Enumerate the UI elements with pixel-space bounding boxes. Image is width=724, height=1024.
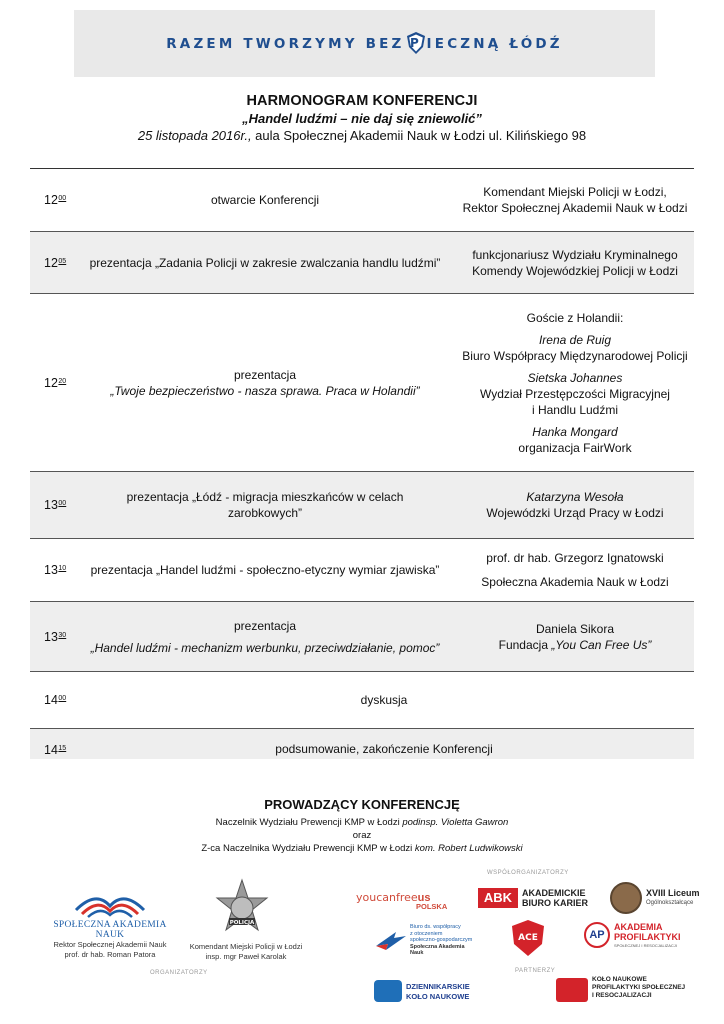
session-speaker: Komendant Miejski Policji w Łodzi, Rektor Społecznej Akademii Nauk w Łodzi [462, 185, 688, 215]
ace-logo [510, 918, 546, 958]
san-name: SPOŁECZNA AKADEMIA NAUK [53, 920, 167, 940]
conference-venue: aula Społecznej Akademii Nauk w Łodzi ul. Kilińskiego 98 [251, 128, 587, 143]
liceum-logo: XVIII Liceum Ogólnokształcące [610, 882, 700, 916]
schedule-row [30, 539, 694, 602]
kolo-naukowe-profilaktyki-logo: KOŁO NAUKOWE PROFILAKTYKI SPOŁECZNEJ I RESOCJALIZACJI [556, 976, 706, 1006]
schedule-row [30, 729, 694, 759]
time-slot: $14^{15}$ [44, 743, 67, 757]
schedule-row [30, 294, 694, 472]
people-icon [556, 978, 588, 1002]
moderators-section [0, 797, 724, 855]
ace-shield-icon [510, 918, 546, 958]
biuro-wspolpracy-logo: Biuro ds. współpracy z otoczeniem społeczno-gospodarczym Społeczna Akademia Nauk [374, 922, 478, 956]
time-slot: $12^{00}$ [44, 193, 67, 207]
session-guests [456, 304, 694, 462]
coorganizers-label: WSPÓŁORGANIZATORZY [487, 870, 569, 876]
conference-date: 25 listopada 2016r., [137, 128, 252, 143]
schedule-row [30, 232, 694, 294]
youcanfreeus-logo: youcanfreeus POLSKA [356, 891, 448, 911]
police-star-icon [212, 878, 272, 938]
moderators-conjunction: oraz [352, 830, 372, 841]
session-topic: prezentacja „Łódź - migracja mieszkańców w celach zarobkowych” [126, 490, 404, 520]
akademia-profilaktyki-logo: AP AKADEMIA PROFILAKTYKI SPOŁECZNEJ I RESOCJALIZACJI [584, 922, 700, 952]
session-speaker: prof. dr hab. Grzegorz Ignatowski Społeczna Akademia Nauk w Łodzi [481, 551, 669, 589]
time-slot: $12^{20}$ [44, 375, 67, 390]
session-speaker: Katarzyna Wesoła Wojewódzki Urząd Pracy w Łodzi [486, 490, 664, 520]
moderators-title: PROWADZĄCY KONFERENCJĘ [264, 797, 460, 812]
sponsor-logos [0, 870, 724, 1024]
organizers-label: ORGANIZATORZY [150, 970, 208, 976]
police-badge-logo [212, 878, 272, 938]
moderator-1: Naczelnik Wydziału Prewencji KMP w Łodzi podinsp. Violetta Gawron [215, 817, 509, 828]
police-shield-icon [406, 31, 426, 55]
san-logo [40, 886, 180, 940]
svg-text:P: P [409, 35, 422, 50]
guest-entry: Irena de Ruig Biuro Współpracy Międzynarodowej Policji [462, 332, 688, 363]
san-caption: Rektor Społecznej Akademii Nauk prof. dr hab. Roman Patora [53, 940, 167, 959]
session-speaker: funkcjonariusz Wydziału Kryminalnego Komendy Wojewódzkiej Policji w Łodzi [472, 247, 678, 278]
banner-text-right: IECZNĄ ŁÓDŹ [426, 35, 563, 52]
abk-mark: ABK [478, 888, 518, 908]
schedule-row [30, 602, 694, 672]
banner-text-left: RAZEM TWORZYMY BEZ [166, 35, 405, 52]
conference-title-block [0, 93, 724, 143]
camera-icon [374, 980, 402, 1002]
time-slot: $13^{00}$ [44, 498, 67, 512]
schedule-row [30, 672, 694, 729]
abk-logo: ABK AKADEMICKIE BIURO KARIER [478, 888, 604, 912]
guest-entry: Hanka Mongard organizacja FairWork [518, 424, 632, 455]
session-topic: podsumowanie, zakończenie Konferencji [275, 742, 493, 756]
dziennikarskie-kolo-logo: DZIENNIKARSKIE KOŁO NAUKOWE [374, 980, 478, 1006]
police-caption: Komendant Miejski Policji w Łodzi insp. mgr Paweł Karolak [189, 942, 303, 961]
session-topic: dyskusja [360, 693, 408, 707]
session-topic: prezentacja „Zadania Policji w zakresie zwalczania handlu ludźmi” [89, 255, 441, 270]
session-topic: otwarcie Konferencji [210, 193, 320, 207]
conference-subtitle: „Handel ludźmi – nie daj się zniewolić” [242, 111, 482, 126]
time-slot: $13^{30}$ [44, 629, 67, 644]
partners-label: PARTNERZY [515, 968, 556, 974]
schedule-table [30, 168, 694, 759]
session-topic: prezentacja „Twoje bezpieczeństwo - nasza sprawa. Praca w Holandii” [110, 367, 420, 398]
banner-slogan [166, 32, 563, 56]
guest-entry: Sietska Johannes Wydział Przestępczości Migracyjnej i Handlu Ludźmi [480, 370, 670, 417]
open-book-icon [40, 886, 180, 920]
time-slot: $12^{05}$ [44, 255, 67, 270]
svg-text:POLICJA: POLICJA [229, 920, 255, 926]
time-slot: $13^{10}$ [44, 563, 67, 577]
session-topic: prezentacja „Handel ludźmi - mechanizm werbunku, przeciwdziałanie, pomoc” [90, 618, 440, 655]
arrow-logo-icon [374, 926, 408, 954]
guests-label: Goście z Holandii: [526, 310, 624, 325]
conference-dateline [0, 128, 724, 143]
session-topic: prezentacja „Handel ludźmi - społeczno-etyczny wymiar zjawiska” [90, 563, 440, 577]
session-speaker: Daniela Sikora Fundacja „You Can Free Us” [498, 621, 652, 652]
moderator-2: Z-ca Naczelnika Wydziału Prewencji KMP w Łodzi kom. Robert Ludwikowski [201, 843, 523, 854]
header-banner [74, 10, 655, 77]
schedule-row [30, 169, 694, 232]
svg-text:ACE: ACE [518, 933, 538, 943]
liceum-emblem-icon [610, 882, 642, 914]
time-slot: $14^{00}$ [44, 693, 67, 707]
schedule-row [30, 472, 694, 539]
page-title: HARMONOGRAM KONFERENCJI [246, 93, 478, 109]
